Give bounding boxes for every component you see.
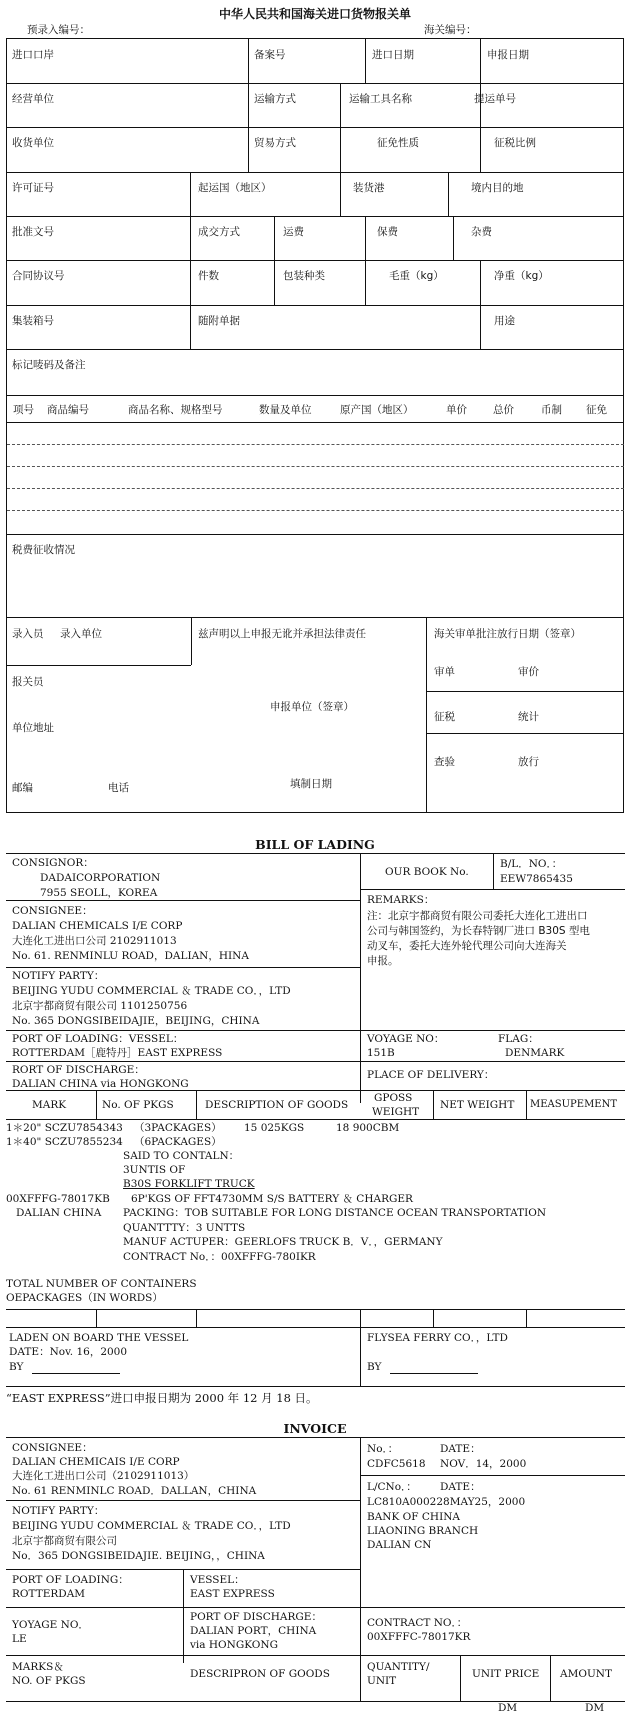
item-no-header: 项号 (13, 404, 34, 416)
bl-remarks-label: REMARKS： (367, 894, 435, 906)
bl-consignee-label: CONSIGNEE： (12, 905, 93, 917)
bl-total-words: OEPACKAGES（IN WORDS） (6, 1292, 163, 1304)
bl-flag-label: FLAG： (498, 1033, 539, 1045)
freight-label: 运费 (283, 226, 304, 238)
inv-date: NOV．14，2000 (440, 1458, 527, 1470)
inv-quantity-header: QUANTITY/ (367, 1661, 430, 1673)
domestic-destination-label: 境内目的地 (471, 182, 524, 194)
inv-port-loading-label: PORT OF LOADING： (12, 1574, 129, 1586)
bl-gross-weight-header: GPOSS (374, 1092, 413, 1104)
trade-mode-label: 贸易方式 (254, 137, 296, 149)
bl-container-2-pkgs: （6PACKAGES） (134, 1136, 222, 1148)
inv-date-label: DATE： (440, 1443, 481, 1455)
commodity-code-header: 商品编号 (47, 404, 89, 416)
inv-currency-amount: DM (585, 1702, 605, 1714)
record-number-label: 备案号 (254, 49, 286, 61)
inv-lc-label: L/CNo．： (367, 1481, 417, 1493)
inv-bank-name: BANK OF CHINA (367, 1511, 461, 1523)
inv-number: CDFC5618 (367, 1458, 426, 1470)
entry-unit-label: 录入单位 (60, 628, 102, 640)
bl-measurement: 18 900CBM (336, 1122, 400, 1134)
inv-no-label: No．： (367, 1443, 399, 1455)
container-number-label: 集装箱号 (12, 315, 54, 327)
bl-notify-address: No. 365 DONGSIBEIDAJIE，BEIJING，CHINA (12, 1015, 260, 1027)
origin-header: 原产国（地区） (340, 404, 414, 416)
origin-country-label: 起运国（地区） (198, 182, 272, 194)
bl-voyage-label: VOYAGE NO： (367, 1033, 445, 1045)
bl-consignee-cn: 大连化工进出口公司 2102911013 (12, 935, 177, 947)
inv-port-loading-value: ROTTERDAM (12, 1588, 86, 1600)
bl-notify-label: NOTIFY PARTY： (12, 970, 105, 982)
net-weight-label: 净重（kg） (494, 270, 549, 282)
total-price-header: 总价 (493, 404, 514, 416)
bl-consignor-name: DADAICORPORATION (40, 872, 161, 884)
bl-container-2: 1＊40" SCZU7855234 (6, 1136, 123, 1148)
bl-mark-destination: DALIAN CHINA (16, 1207, 102, 1219)
bl-total-containers: TOTAL NUMBER OF CONTAINERS (6, 1278, 197, 1290)
commodity-name-header: 商品名称、规格型号 (128, 404, 223, 416)
bill-of-lading-title: BILL OF LADING (255, 837, 375, 852)
inv-consignee-cn: 大连化工进出口公司（2102911013） (12, 1470, 195, 1482)
misc-fee-label: 杂费 (471, 226, 492, 238)
insurance-label: 保费 (377, 226, 398, 238)
bl-net-weight-header: NET WEIGHT (440, 1099, 515, 1111)
price-check-label: 审价 (518, 666, 539, 678)
approval-number-label: 批准文号 (12, 226, 54, 238)
marks-remarks-label: 标记唛码及备注 (12, 359, 86, 371)
bl-by-label: BY (9, 1361, 24, 1373)
purpose-label: 用途 (494, 315, 515, 327)
inv-consignee-address: No. 61 RENMINLC ROAD．DALLAN，CHINA (12, 1485, 257, 1497)
bl-flag-value: DENMARK (505, 1047, 565, 1059)
inv-marks-header: MARKS＆ (12, 1661, 64, 1673)
bl-gross-weight: 15 025KGS (244, 1122, 305, 1134)
pre-entry-number-label: 预录入编号： (27, 24, 90, 36)
bl-pkgs-header: No. OF PKGS (102, 1099, 174, 1111)
inv-unit-header: UNIT (367, 1675, 397, 1687)
inv-amount-header: AMOUNT (560, 1668, 612, 1680)
declaring-unit-label: 申报单位（签章） (270, 701, 354, 713)
import-port-label: 进口口岸 (12, 49, 54, 61)
phone-label: 电话 (108, 782, 129, 794)
inv-notify-address: No．365 DONGSIBEIDAJIE. BEIJING，，CHINA (12, 1550, 265, 1562)
bl-units: 3UNTIS OF (123, 1164, 186, 1176)
customs-approval-label: 海关审单批注放行日期（签章） (434, 628, 581, 640)
bl-our-book: OUR BOOK No. (385, 866, 469, 878)
bl-port-discharge-value: DALIAN CHINA via HONGKONG (12, 1078, 189, 1090)
inv-consignee-name: DALIAN CHEMICAIS I/E CORP (12, 1456, 180, 1468)
inv-unit-price-header: UNIT PRICE (472, 1668, 540, 1680)
inv-description-header: DESCRIPRON OF GOODS (190, 1668, 330, 1680)
declarant-label: 报关员 (12, 676, 44, 688)
contract-number-label: 合同协议号 (12, 270, 65, 282)
bl-remarks-line-4: 申报。 (367, 955, 399, 967)
inspection-label: 查验 (434, 756, 455, 768)
release-label: 放行 (518, 756, 539, 768)
bl-quantity: QUANTTTY：3 UNTTS (123, 1222, 246, 1234)
declaration-date-note: “EAST EXPRESS”进口申报日期为 2000 年 12 月 18 日。 (6, 1391, 318, 1405)
tax-label: 征税 (434, 711, 455, 723)
bl-mark-code: 00XFFFG-78017KB (6, 1193, 110, 1205)
quantity-unit-header: 数量及单位 (259, 404, 312, 416)
inv-vessel-label: VESSEL： (190, 1574, 245, 1586)
review-label: 审单 (434, 666, 455, 678)
bill-number-label: 提运单号 (474, 93, 516, 105)
inv-port-discharge-value: DALIAN PORT，CHINA (190, 1625, 317, 1637)
declaration-title: 中华人民共和国海关进口货物报关单 (218, 7, 411, 21)
bl-said-to-contain: SAID TO CONTALN： (123, 1150, 240, 1162)
fill-date-label: 填制日期 (290, 778, 332, 790)
bl-place-delivery: PLACE OF DELIVERY： (367, 1069, 495, 1081)
bl-consignee-address: No. 61. RENMINLU ROAD，DALIAN，HINA (12, 950, 249, 962)
bl-port-loading-value: ROTTERDAM［鹿特丹］EAST EXPRESS (12, 1047, 223, 1059)
gross-weight-label: 毛重（kg） (389, 270, 444, 282)
bl-remarks-line-1: 注：北京宇都商贸有限公司委托大连化工进出口 (367, 910, 588, 922)
inv-voyage-value: LE (12, 1633, 27, 1645)
import-date-label: 进口日期 (372, 49, 414, 61)
inv-notify-cn: 北京宇都商贸有限公司 (12, 1535, 117, 1547)
bl-consignee-name: DALIAN CHEMICALS I/E CORP (12, 920, 183, 932)
entry-clerk-label: 录入员 (12, 628, 44, 640)
tax-status-label: 税费征收情况 (12, 544, 75, 556)
inv-currency-unit-price: DM (498, 1702, 518, 1714)
package-type-label: 包装种类 (283, 270, 325, 282)
invoice-title: INVOICE (283, 1421, 347, 1436)
statement-label: 兹声明以上申报无讹并承担法律责任 (198, 628, 366, 640)
bl-truck: B30S FORKLIFT TRUCK (123, 1178, 255, 1190)
bl-remarks-line-2: 公司与韩国签约，为长春特钢厂进口 B30S 型电 (367, 925, 590, 937)
bl-notify-name: BEIJING YUDU COMMERCIAL ＆ TRADE CO．，LTD (12, 985, 291, 997)
declare-date-label: 申报日期 (487, 49, 529, 61)
inv-notify-name: BEIJING YUDU COMMERCIAL ＆ TRADE CO．，LTD (12, 1520, 291, 1532)
inv-contract-value: 00XFFFC-78017KR (367, 1631, 471, 1643)
bl-container-1: 1＊20" SCZU7854343 (6, 1122, 123, 1134)
bl-manufacturer: MANUF ACTUPER：GEERLOFS TRUCK B．V．，GERMANY (123, 1236, 443, 1248)
transport-mode-label: 运输方式 (254, 93, 296, 105)
inv-notify-label: NOTIFY PARTY： (12, 1505, 105, 1517)
attached-docs-label: 随附单据 (198, 315, 240, 327)
inv-lc-date-label: DATE： (440, 1481, 481, 1493)
transaction-mode-label: 成交方式 (198, 226, 240, 238)
bl-description-header: DESCRIPTION OF GOODS (205, 1099, 349, 1111)
bl-gross-weight-header-2: WEIGHT (372, 1106, 420, 1118)
bl-notify-cn: 北京宇都商贸有限公司 1101250756 (12, 1000, 188, 1012)
inv-contract-label: CONTRACT NO．： (367, 1617, 468, 1629)
postcode-label: 邮编 (12, 782, 33, 794)
bl-consignor-address: 7955 SEOLL，KOREA (40, 887, 158, 899)
bl-by-label-2: BY (367, 1361, 382, 1373)
bl-remarks-line-3: 动叉车，委托大连外轮代理公司向大连海关 (367, 940, 567, 952)
inv-lc-value: LC810A000228MAY25，2000 (367, 1496, 526, 1508)
inv-bank-city: DALIAN CN (367, 1539, 432, 1551)
operating-unit-label: 经营单位 (12, 93, 54, 105)
bl-laden-on-board: LADEN ON BOARD THE VESSEL (9, 1332, 189, 1344)
currency-header: 币制 (541, 404, 562, 416)
bl-number: EEW7865435 (500, 873, 573, 885)
inv-consignee-label: CONSIGNEE： (12, 1442, 93, 1454)
bl-voyage-value: 151B (367, 1047, 395, 1059)
bl-number-label: B/L．NO．： (500, 858, 563, 870)
consignee-unit-label: 收货单位 (12, 137, 54, 149)
inv-voyage-label: YOYAGE NO． (12, 1619, 89, 1631)
inv-port-discharge-label: PORT OF DISCHARGE： (190, 1611, 322, 1623)
bl-laden-date: DATE：Nov. 16，2000 (9, 1346, 128, 1358)
bl-battery: 6P'KGS OF FFT4730MM S/S BATTERY ＆ CHARGER (131, 1193, 413, 1205)
bl-container-1-pkgs: （3PACKAGES） (134, 1122, 222, 1134)
inv-bank-branch: LIAONING BRANCH (367, 1525, 479, 1537)
tax-ratio-label: 征税比例 (494, 137, 536, 149)
statistics-label: 统计 (518, 711, 539, 723)
declaration-form (6, 38, 624, 813)
bl-port-loading-label: PORT OF LOADING：VESSEL： (12, 1033, 184, 1045)
loading-port-label: 装货港 (353, 182, 385, 194)
bl-measurement-header: MEASUPEMENT (530, 1099, 618, 1110)
exemption-header: 征免 (586, 404, 607, 416)
unit-address-label: 单位地址 (12, 722, 54, 734)
bl-packing: PACKING：TOB SUITABLE FOR LONG DISTANCE OCEAN TRANSPORTATION (123, 1207, 547, 1219)
bl-port-discharge-label: RORT OF DISCHARGE： (12, 1064, 145, 1076)
bl-carrier: FLYSEA FERRY CO．，LTD (367, 1332, 508, 1344)
inv-pkgs-header: NO. OF PKGS (12, 1675, 86, 1687)
inv-vessel-value: EAST EXPRESS (190, 1588, 275, 1600)
license-number-label: 许可证号 (12, 182, 54, 194)
bl-mark-header: MARK (32, 1099, 67, 1111)
piece-count-label: 件数 (198, 270, 219, 282)
inv-port-discharge-via: via HONGKONG (190, 1639, 278, 1651)
bl-consignor-label: CONSIGNOR： (12, 857, 94, 869)
unit-price-header: 单价 (446, 404, 467, 416)
bl-contract: CONTRACT No．：00XFFFG-780IKR (123, 1251, 316, 1263)
customs-number-label: 海关编号： (424, 24, 477, 36)
vehicle-name-label: 运输工具名称 (349, 93, 412, 105)
exemption-nature-label: 征免性质 (377, 137, 419, 149)
